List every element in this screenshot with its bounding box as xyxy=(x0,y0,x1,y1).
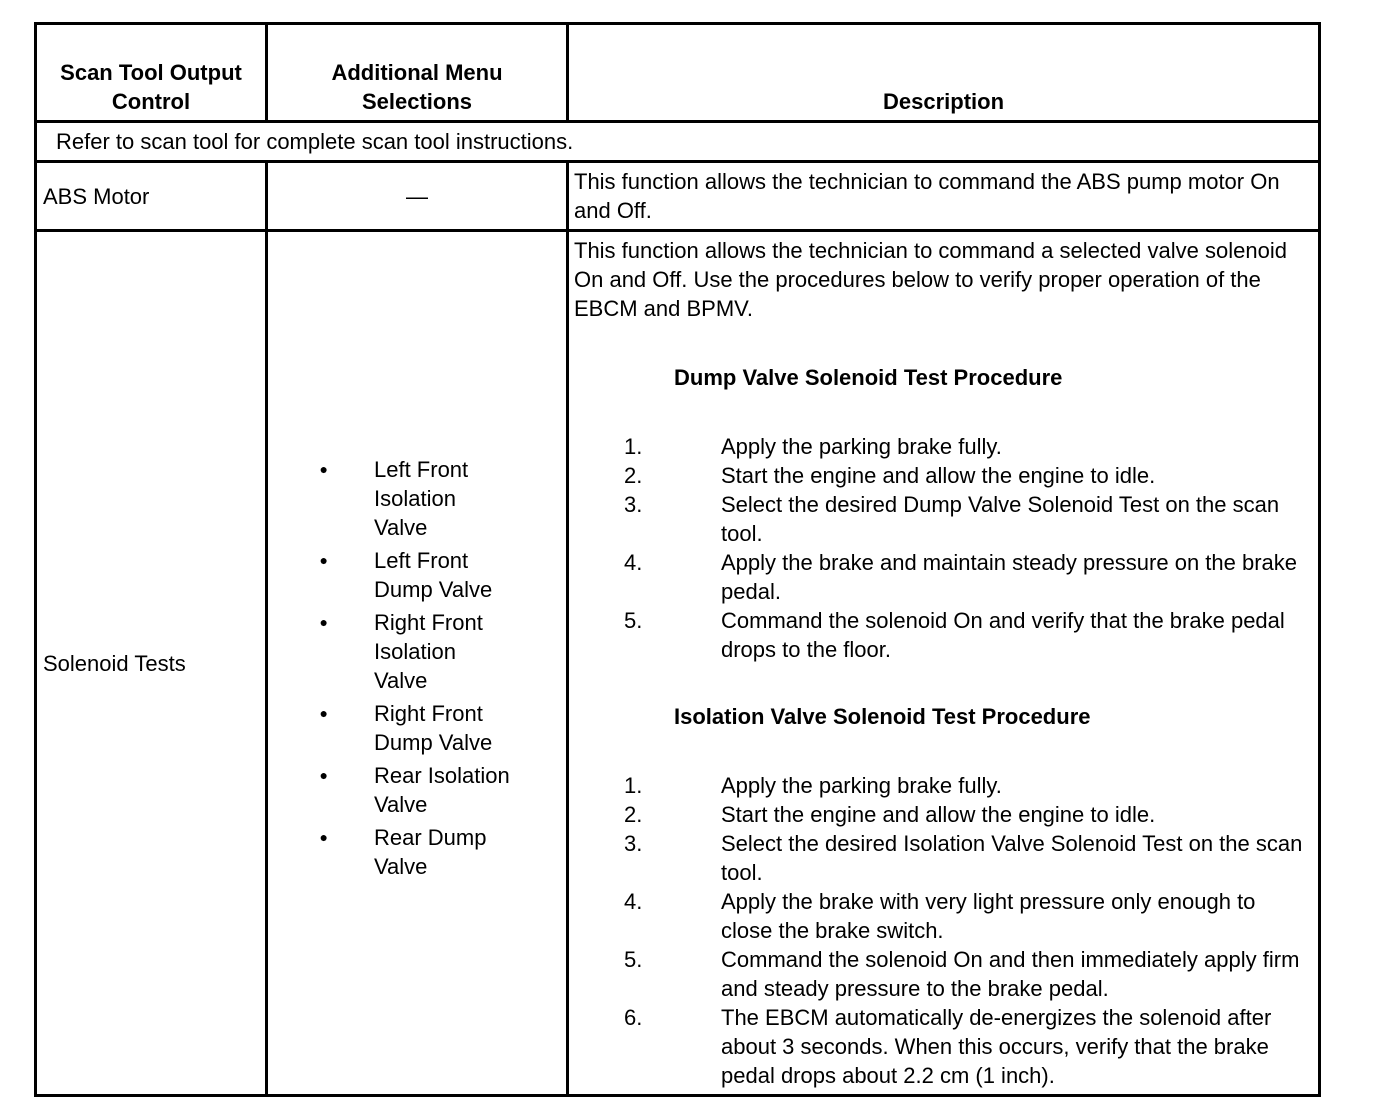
menu-selections xyxy=(267,231,568,1096)
table-row xyxy=(36,231,1320,1096)
bullet-icon: ● xyxy=(319,705,328,721)
bullet-icon: ● xyxy=(319,461,328,477)
procedure-steps xyxy=(574,771,1310,1090)
menu-item-label: Right Front Isolation Valve xyxy=(374,610,483,693)
menu-item-label: Left Front Isolation Valve xyxy=(374,457,469,540)
bullet-icon: ● xyxy=(319,552,328,568)
menu-item-label: Left Front Dump Valve xyxy=(374,548,493,602)
scan-tool-output-control-table xyxy=(34,22,1321,1097)
menu-item-label: Rear Dump Valve xyxy=(374,825,487,879)
procedure-step xyxy=(574,432,1310,461)
procedure-step xyxy=(574,490,1310,548)
menu-item xyxy=(268,608,566,695)
procedure-step xyxy=(574,606,1310,664)
control-solenoid-tests: Solenoid Tests xyxy=(36,231,267,1096)
procedure-step xyxy=(574,800,1310,829)
procedure-step xyxy=(574,461,1310,490)
step-number: 6. xyxy=(624,1005,643,1030)
procedure-title: Dump Valve Solenoid Test Procedure xyxy=(674,365,1063,390)
description-intro: This function allows the technician to command a selected valve solenoid On and Off. Use the procedures below to verify proper operation of the EBCM and BPMV. xyxy=(574,238,1287,321)
menu-item-label: Rear Isolation Valve xyxy=(374,763,510,817)
step-number: 5. xyxy=(624,947,643,972)
menu-list xyxy=(268,455,566,881)
procedure-step xyxy=(574,887,1310,945)
step-number: 4. xyxy=(624,550,643,575)
header-additional-menu-selections: Additional Menu Selections xyxy=(267,24,568,122)
note-text: Refer to scan tool for complete scan tool instructions. xyxy=(36,122,1320,162)
bullet-icon: ● xyxy=(319,767,328,783)
procedure-step xyxy=(574,548,1310,606)
step-text: Select the desired Isolation Valve Solenoid Test on the scan tool. xyxy=(721,831,1303,885)
step-text: Command the solenoid On and verify that the brake pedal drops to the floor. xyxy=(721,608,1285,662)
description-abs-motor: This function allows the technician to command the ABS pump motor On and Off. xyxy=(568,162,1320,231)
menu-item xyxy=(268,823,566,881)
header-description: Description xyxy=(568,24,1320,122)
step-number: 3. xyxy=(624,831,643,856)
table-row xyxy=(36,162,1320,231)
step-text: Start the engine and allow the engine to idle. xyxy=(721,463,1156,488)
step-text: Apply the parking brake fully. xyxy=(721,773,1002,798)
step-number: 5. xyxy=(624,608,643,633)
step-number: 1. xyxy=(624,434,643,459)
step-number: 2. xyxy=(624,463,643,488)
step-text: Select the desired Dump Valve Solenoid Test on the scan tool. xyxy=(721,492,1280,546)
menu-item-label: Right Front Dump Valve xyxy=(374,701,493,755)
menu-item xyxy=(268,455,566,542)
header-scan-tool-output-control: Scan Tool Output Control xyxy=(36,24,267,122)
step-number: 1. xyxy=(624,773,643,798)
step-text: Command the solenoid On and then immediately apply firm and steady pressure to the brake pedal. xyxy=(721,947,1300,1001)
procedures xyxy=(574,363,1310,1090)
step-text: Apply the brake and maintain steady pressure on the brake pedal. xyxy=(721,550,1298,604)
menu-item xyxy=(268,761,566,819)
step-number: 4. xyxy=(624,889,643,914)
step-number: 3. xyxy=(624,492,643,517)
procedure-step xyxy=(574,771,1310,800)
control-abs-motor: ABS Motor xyxy=(36,162,267,231)
procedure-step xyxy=(574,945,1310,1003)
bullet-icon: ● xyxy=(319,829,328,845)
bullet-icon: ● xyxy=(319,614,328,630)
menu-item xyxy=(268,699,566,757)
step-text: Apply the parking brake fully. xyxy=(721,434,1002,459)
procedure-step xyxy=(574,1003,1310,1090)
procedure-title: Isolation Valve Solenoid Test Procedure xyxy=(674,704,1091,729)
description-solenoid-tests xyxy=(568,231,1320,1096)
procedure-step xyxy=(574,829,1310,887)
menu-item xyxy=(268,546,566,604)
header-row xyxy=(36,24,1320,122)
step-text: Start the engine and allow the engine to idle. xyxy=(721,802,1156,827)
step-text: The EBCM automatically de-energizes the solenoid after about 3 seconds. When this occurs, verify that the brake pedal drops about 2.2 cm (1 inch). xyxy=(721,1005,1272,1088)
step-number: 2. xyxy=(624,802,643,827)
note-row xyxy=(36,122,1320,162)
menu-none: — xyxy=(267,162,568,231)
procedure-steps xyxy=(574,432,1310,664)
step-text: Apply the brake with very light pressure only enough to close the brake switch. xyxy=(721,889,1256,943)
